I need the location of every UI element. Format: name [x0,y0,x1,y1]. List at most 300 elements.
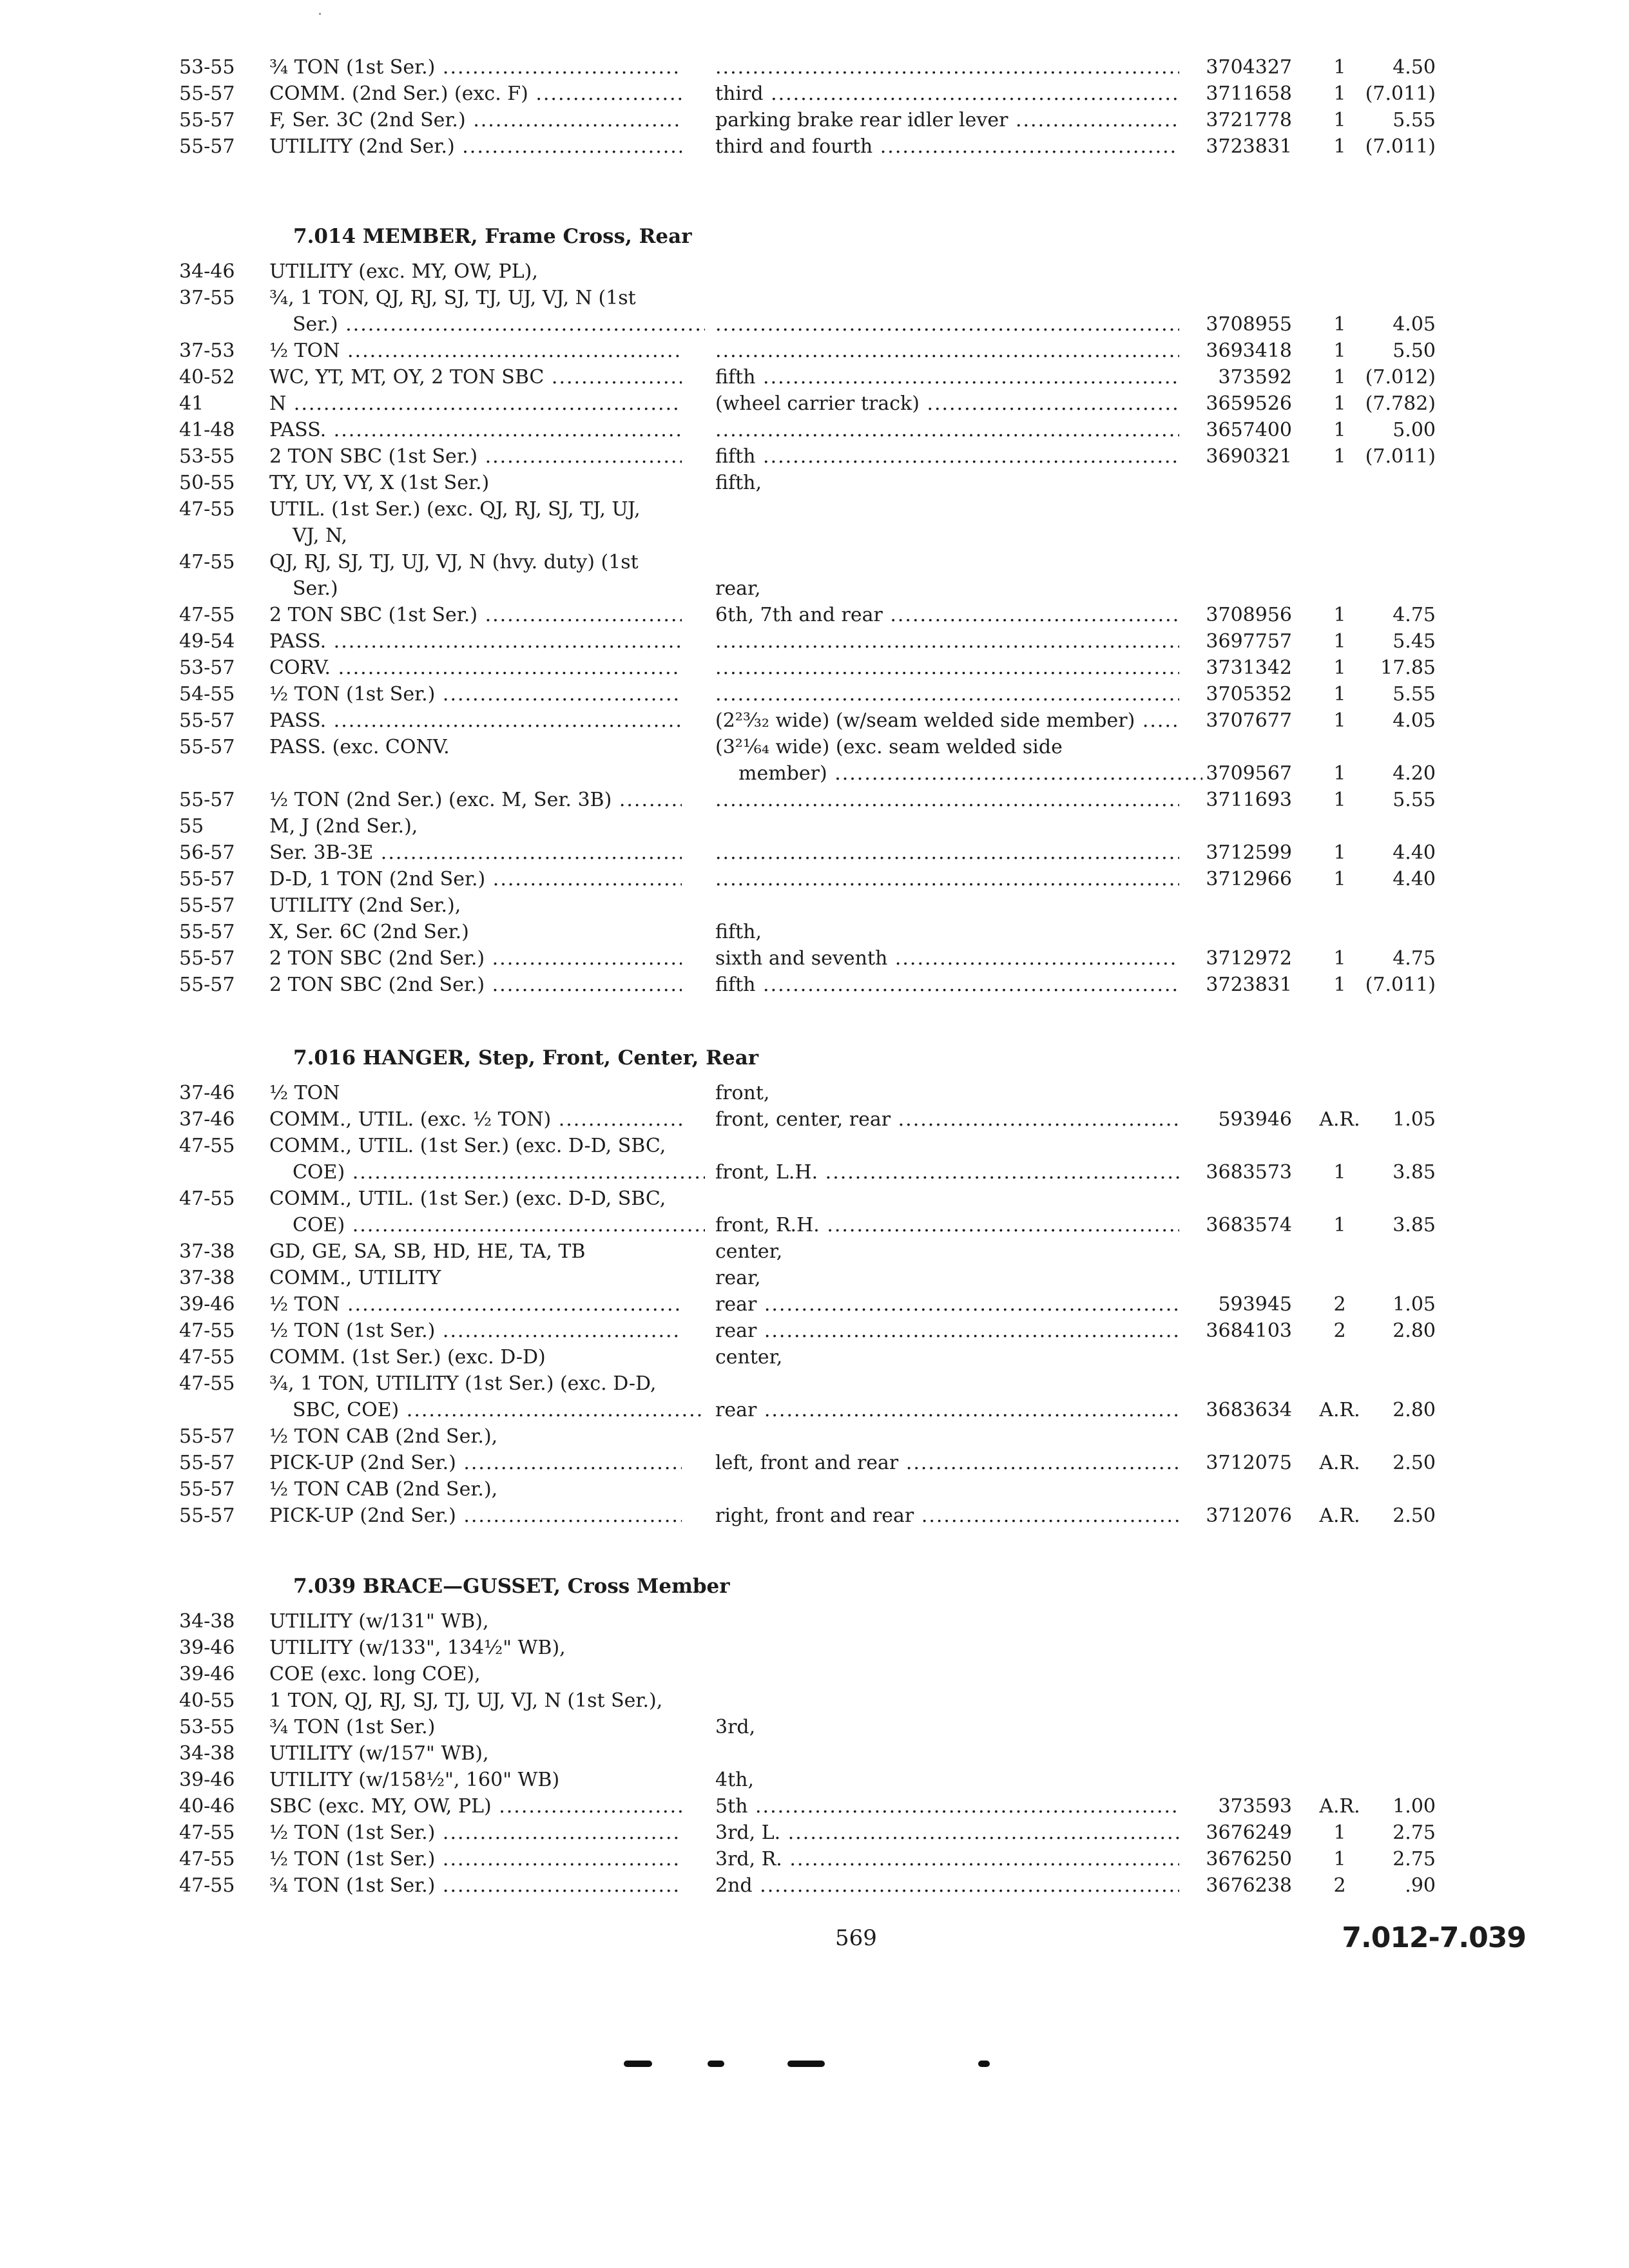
part-description: (wheel carrier track) ..... [715,390,1179,417]
year-range: 47-55 [179,604,235,626]
part-number: 593945 [1218,1293,1292,1316]
year-range: 37-46 [179,1082,235,1104]
quantity: 2 [1333,1293,1346,1316]
quantity: 1 [1333,366,1346,389]
parts-row [0,892,1629,919]
model-application: COMM., UTIL. (1st Ser.) (exc. D-D, SBC, [269,1135,666,1157]
part-number: 3721778 [1206,109,1292,131]
list-price: (7.011) [1365,82,1436,105]
part-description: 2nd ..... [715,1872,1179,1899]
part-description: front, R.H. ..... [715,1212,1179,1238]
year-range: 55-57 [179,709,235,732]
quantity: 1 [1333,868,1346,890]
model-application: QJ, RJ, SJ, TJ, UJ, VJ, N (hvy. duty) (1st [269,551,639,573]
model-application: ½ TON (1st Ser.) ..... [269,1820,682,1846]
parts-row [0,258,1629,285]
parts-row [0,1159,1629,1186]
part-description: fifth, [715,472,762,494]
model-application: PASS. ..... [269,417,682,443]
parts-row [0,54,1629,81]
part-number: 3712599 [1206,841,1292,864]
model-application: COMM., UTILITY [269,1267,441,1289]
parts-row [0,919,1629,945]
list-price: 3.85 [1393,1161,1436,1184]
part-description: 3rd, [715,1716,756,1738]
part-description: third and fourth ..... [715,133,1179,160]
parts-row [0,549,1629,575]
part-number: 3683573 [1206,1161,1292,1184]
part-description [715,417,1179,443]
parts-row [0,840,1629,866]
year-range: 37-38 [179,1240,235,1263]
model-application: 2 TON SBC (1st Ser.) ..... [269,602,682,628]
part-description: 5th ..... [715,1793,1179,1820]
model-application: ½ TON (2nd Ser.) (exc. M, Ser. 3B) ..... [269,787,682,813]
part-description: 6th, 7th and rear ..... [715,602,1179,628]
list-price: 5.55 [1393,683,1436,706]
model-application: UTILITY (2nd Ser.) ..... [269,133,682,160]
part-number: 3657400 [1206,419,1292,441]
list-price: (7.782) [1365,392,1436,415]
parts-row [0,1714,1629,1740]
quantity: 1 [1333,1214,1346,1236]
quantity: A.R. [1319,1504,1360,1527]
model-application: N ..... [269,390,682,417]
year-range: 47-55 [179,1187,235,1210]
parts-row [0,760,1629,787]
quantity: 1 [1333,109,1346,131]
model-application: COE) ..... [269,1212,705,1238]
list-price: 5.00 [1393,419,1436,441]
quantity: A.R. [1319,1399,1360,1421]
parts-row [0,575,1629,602]
model-application: COE) ..... [269,1159,705,1186]
model-application: UTILITY (w/131" WB), [269,1610,489,1633]
model-application: ½ TON (1st Ser.) ..... [269,1846,682,1872]
list-price: 1.05 [1393,1293,1436,1316]
model-application: ½ TON CAB (2nd Ser.), [269,1425,498,1448]
year-range: 50-55 [179,472,235,494]
part-description: member) ..... [715,760,1202,787]
part-description: fifth, [715,921,762,943]
list-price: (7.011) [1365,974,1436,996]
year-range: 55-57 [179,974,235,996]
list-price: 2.75 [1393,1848,1436,1870]
parts-row [0,972,1629,998]
parts-row [0,1767,1629,1793]
year-range: 55-57 [179,135,235,158]
part-number: 593946 [1218,1108,1292,1131]
part-number: 3711693 [1206,789,1292,811]
parts-row [0,1793,1629,1820]
model-application: COMM., UTIL. (exc. ½ TON) ..... [269,1106,682,1133]
section-heading [0,1546,1629,1608]
scan-artifact [624,2061,652,2067]
model-application: Ser. 3B-3E ..... [269,840,682,866]
quantity: 1 [1333,82,1346,105]
part-number: 3723831 [1206,135,1292,158]
parts-row [0,655,1629,681]
part-description: (3²¹⁄₆₄ wide) (exc. seam welded side [715,736,1063,758]
year-range: 49-54 [179,630,235,653]
year-range: 55-57 [179,1425,235,1448]
part-description [715,840,1179,866]
model-application: COMM. (2nd Ser.) (exc. F) ..... [269,81,682,107]
parts-row [0,1291,1629,1318]
parts-row [0,338,1629,364]
year-range: 47-55 [179,498,235,521]
page-range: 7.012-7.039 [1342,1921,1526,1954]
part-number: 3712076 [1206,1504,1292,1527]
list-price: 17.85 [1380,657,1436,679]
part-description: fifth ..... [715,364,1179,390]
year-range: 41 [179,392,204,415]
list-price: 4.05 [1393,313,1436,336]
quantity: 1 [1333,841,1346,864]
model-application: M, J (2nd Ser.), [269,815,418,838]
parts-row [0,1740,1629,1767]
quantity: 1 [1333,135,1346,158]
parts-row [0,1872,1629,1899]
model-application: CORV. ..... [269,655,682,681]
quantity: 1 [1333,762,1346,785]
quantity: 1 [1333,392,1346,415]
list-price: 4.50 [1393,56,1436,79]
scan-mark [319,13,321,15]
parts-row [0,470,1629,496]
part-description: (2²³⁄₃₂ wide) (w/seam welded side member) ..... [715,707,1179,734]
model-application: TY, UY, VY, X (1st Ser.) [269,472,490,494]
part-description: sixth and seventh ..... [715,945,1179,972]
quantity: A.R. [1319,1452,1360,1474]
model-application: GD, GE, SA, SB, HD, HE, TA, TB [269,1240,586,1263]
model-application: PICK-UP (2nd Ser.) ..... [269,1503,682,1529]
part-description: front, center, rear ..... [715,1106,1179,1133]
quantity: 1 [1333,1848,1346,1870]
part-description: front, L.H. ..... [715,1159,1179,1186]
year-range: 40-55 [179,1689,235,1712]
section-heading [0,197,1629,258]
parts-row [0,107,1629,133]
year-range: 37-38 [179,1267,235,1289]
year-range: 55-57 [179,1478,235,1501]
list-price: 4.75 [1393,604,1436,626]
quantity: 1 [1333,657,1346,679]
model-application: ¾, 1 TON, UTILITY (1st Ser.) (exc. D-D, [269,1372,657,1395]
list-price: 5.55 [1393,789,1436,811]
list-price: .90 [1405,1874,1436,1897]
part-number: 3723831 [1206,974,1292,996]
quantity: 1 [1333,630,1346,653]
year-range: 55-57 [179,921,235,943]
model-application: F, Ser. 3C (2nd Ser.) ..... [269,107,682,133]
part-number: 3676250 [1206,1848,1292,1870]
part-description [715,54,1179,81]
section-heading [0,1018,1629,1080]
year-range: 40-46 [179,1795,235,1818]
model-application: UTILITY (w/158½", 160" WB) [269,1769,560,1791]
quantity: 1 [1333,419,1346,441]
quantity: A.R. [1319,1795,1360,1818]
year-range: 55-57 [179,868,235,890]
list-price: 5.55 [1393,109,1436,131]
list-price: 4.75 [1393,947,1436,970]
model-application: 1 TON, QJ, RJ, SJ, TJ, UJ, VJ, N (1st Ser.), [269,1689,663,1712]
section-7-016 [0,1018,1629,1529]
part-description: 3rd, R. ..... [715,1846,1179,1872]
part-description: 4th, [715,1769,754,1791]
year-range: 55-57 [179,736,235,758]
part-description [715,628,1179,655]
section-7-039 [0,1546,1629,1899]
year-range: 55-57 [179,1452,235,1474]
list-price: 5.45 [1393,630,1436,653]
parts-row [0,1661,1629,1687]
year-range: 39-46 [179,1769,235,1791]
list-price: 2.50 [1393,1452,1436,1474]
year-range: 34-38 [179,1610,235,1633]
parts-row [0,602,1629,628]
continued-section [0,54,1629,160]
year-range: 53-55 [179,1716,235,1738]
model-application: ½ TON [269,1082,340,1104]
model-application: SBC, COE) ..... [269,1397,705,1423]
year-range: 55-57 [179,789,235,811]
list-price: 4.40 [1393,868,1436,890]
parts-row [0,1318,1629,1344]
year-range: 39-46 [179,1663,235,1686]
part-description: center, [715,1240,783,1263]
parts-row [0,866,1629,892]
parts-row [0,1186,1629,1212]
quantity: 2 [1333,1874,1346,1897]
quantity: 1 [1333,313,1346,336]
part-description: fifth ..... [715,972,1179,998]
part-number: 3705352 [1206,683,1292,706]
part-description: parking brake rear idler lever ..... [715,107,1179,133]
year-range: 53-55 [179,56,235,79]
model-application: ¾ TON (1st Ser.) [269,1716,436,1738]
section-title: 7.016 HANGER, Step, Front, Center, Rear [293,1046,759,1070]
parts-row [0,1106,1629,1133]
list-price: 4.05 [1393,709,1436,732]
part-description: rear ..... [715,1397,1179,1423]
list-price: 1.00 [1393,1795,1436,1818]
model-application: ¾ TON (1st Ser.) ..... [269,54,682,81]
part-number: 3684103 [1206,1320,1292,1342]
parts-row [0,628,1629,655]
year-range: 47-55 [179,1821,235,1844]
parts-row [0,1423,1629,1450]
list-price: 2.50 [1393,1504,1436,1527]
model-application: SBC (exc. MY, OW, PL) ..... [269,1793,682,1820]
part-number: 3709567 [1206,762,1292,785]
list-price: (7.011) [1365,445,1436,468]
model-application: PASS. (exc. CONV. [269,736,450,758]
part-number: 3659526 [1206,392,1292,415]
year-range: 55-57 [179,894,235,917]
part-number: 3683634 [1206,1399,1292,1421]
model-application: Ser.) ..... [269,311,705,338]
model-application: ½ TON ..... [269,1291,682,1318]
parts-row [0,1608,1629,1635]
list-price: (7.011) [1365,135,1436,158]
model-application: ½ TON ..... [269,338,682,364]
year-range: 37-55 [179,287,235,309]
parts-row [0,945,1629,972]
parts-row [0,285,1629,311]
part-description: rear, [715,1267,761,1289]
year-range: 47-55 [179,1848,235,1870]
model-application: ½ TON (1st Ser.) ..... [269,1318,682,1344]
quantity: 1 [1333,1161,1346,1184]
model-application: COE (exc. long COE), [269,1663,481,1686]
parts-row [0,364,1629,390]
model-application: PASS. ..... [269,628,682,655]
part-number: 3676249 [1206,1821,1292,1844]
parts-row [0,1238,1629,1265]
parts-row [0,1212,1629,1238]
model-application: UTILITY (exc. MY, OW, PL), [269,260,538,283]
part-description: left, front and rear ..... [715,1450,1179,1476]
year-range: 56-57 [179,841,235,864]
parts-row [0,1370,1629,1397]
year-range: 53-55 [179,445,235,468]
parts-row [0,133,1629,160]
model-application: WC, YT, MT, OY, 2 TON SBC ..... [269,364,682,390]
parts-row [0,1450,1629,1476]
part-description [715,681,1179,707]
parts-row [0,813,1629,840]
year-range: 47-55 [179,1372,235,1395]
model-application: UTILITY (2nd Ser.), [269,894,461,917]
list-price: 4.20 [1393,762,1436,785]
model-application: 2 TON SBC (2nd Ser.) ..... [269,972,682,998]
part-description: right, front and rear ..... [715,1503,1179,1529]
model-application: VJ, N, [293,524,347,547]
parts-row [0,523,1629,549]
quantity: 1 [1333,709,1346,732]
part-number: 3731342 [1206,657,1292,679]
model-application: 2 TON SBC (1st Ser.) ..... [269,443,682,470]
parts-row [0,1846,1629,1872]
model-application: COMM. (1st Ser.) (exc. D-D) [269,1346,546,1369]
year-range: 47-55 [179,551,235,573]
parts-row [0,311,1629,338]
part-number: 3712966 [1206,868,1292,890]
year-range: 47-55 [179,1874,235,1897]
part-number: 3708956 [1206,604,1292,626]
part-number: 3712075 [1206,1452,1292,1474]
list-price: 4.40 [1393,841,1436,864]
model-application: UTIL. (1st Ser.) (exc. QJ, RJ, SJ, TJ, UJ, [269,498,641,521]
page-number: 569 [835,1925,877,1951]
parts-row [0,1476,1629,1503]
scan-artifact [787,2061,825,2067]
model-application: UTILITY (w/133", 134½" WB), [269,1637,566,1659]
part-description: rear, [715,577,761,600]
part-description [715,311,1179,338]
year-range: 41-48 [179,419,235,441]
year-range: 47-55 [179,1135,235,1157]
part-number: 3676238 [1206,1874,1292,1897]
model-application: D-D, 1 TON (2nd Ser.) ..... [269,866,682,892]
year-range: 34-46 [179,260,235,283]
parts-row [0,1635,1629,1661]
parts-row [0,1687,1629,1714]
model-application: PASS. ..... [269,707,682,734]
model-application: ¾ TON (1st Ser.) ..... [269,1872,682,1899]
part-number: 373593 [1218,1795,1292,1818]
part-description: rear ..... [715,1291,1179,1318]
part-number: 3708955 [1206,313,1292,336]
list-price: 3.85 [1393,1214,1436,1236]
parts-row [0,1820,1629,1846]
part-description: center, [715,1346,783,1369]
quantity: 1 [1333,340,1346,362]
model-application: PICK-UP (2nd Ser.) ..... [269,1450,682,1476]
rows [0,1080,1629,1529]
quantity: 1 [1333,974,1346,996]
parts-row [0,496,1629,523]
quantity: 1 [1333,789,1346,811]
part-number: 3704327 [1206,56,1292,79]
part-description: rear ..... [715,1318,1179,1344]
year-range: 55 [179,815,204,838]
year-range: 39-46 [179,1637,235,1659]
part-number: 373592 [1218,366,1292,389]
part-description [715,866,1179,892]
part-description: front, [715,1082,770,1104]
list-price: 2.75 [1393,1821,1436,1844]
section-title: 7.014 MEMBER, Frame Cross, Rear [293,225,692,248]
model-application: Ser.) [293,577,338,600]
part-number: 3711658 [1206,82,1292,105]
parts-row [0,443,1629,470]
parts-row [0,787,1629,813]
year-range: 47-55 [179,1346,235,1369]
parts-row [0,1133,1629,1159]
quantity: 1 [1333,604,1346,626]
scan-artifact [708,2061,724,2067]
year-range: 47-55 [179,1320,235,1342]
part-description [715,338,1179,364]
quantity: 1 [1333,445,1346,468]
year-range: 55-57 [179,82,235,105]
model-application: COMM., UTIL. (1st Ser.) (exc. D-D, SBC, [269,1187,666,1210]
model-application: X, Ser. 6C (2nd Ser.) [269,921,469,943]
year-range: 55-57 [179,947,235,970]
model-application: ½ TON CAB (2nd Ser.), [269,1478,498,1501]
parts-row [0,1265,1629,1291]
parts-row [0,1397,1629,1423]
part-number: 3690321 [1206,445,1292,468]
year-range: 55-57 [179,1504,235,1527]
list-price: 2.80 [1393,1399,1436,1421]
part-number: 3697757 [1206,630,1292,653]
section-7-014 [0,197,1629,998]
quantity: 1 [1333,56,1346,79]
year-range: 37-53 [179,340,235,362]
section-title: 7.039 BRACE—GUSSET, Cross Member [293,1575,730,1598]
part-description [715,655,1179,681]
parts-row [0,417,1629,443]
model-application: ½ TON (1st Ser.) ..... [269,681,682,707]
part-number: 3693418 [1206,340,1292,362]
parts-row [0,707,1629,734]
quantity: 1 [1333,947,1346,970]
quantity: 1 [1333,683,1346,706]
